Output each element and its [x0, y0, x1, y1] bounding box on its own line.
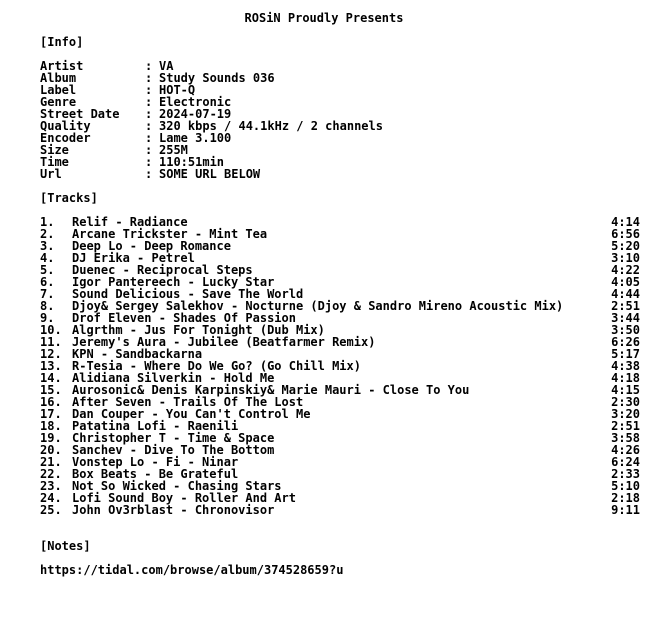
track-number: 10.	[40, 323, 62, 337]
info-row	[40, 84, 640, 96]
track-list	[40, 216, 640, 516]
track-row	[40, 504, 640, 516]
track-number: 1.	[40, 215, 55, 229]
track-duration: 6:26	[611, 335, 640, 349]
info-key: Quality	[40, 119, 91, 133]
track-title: Djoy& Sergey Salekhov - Nocturne (Djoy & Sandro Mireno Acoustic Mix)	[72, 299, 564, 313]
info-value: Lame 3.100	[159, 131, 232, 145]
track-number: 7.	[40, 287, 55, 301]
track-title: Alidiana Silverkin - Hold Me	[72, 371, 275, 385]
track-title: John Ov3rblast - Chronovisor	[72, 503, 275, 517]
track-number: 4.	[40, 251, 55, 265]
track-number: 8.	[40, 299, 55, 313]
track-number: 2.	[40, 227, 55, 241]
info-value: Study Sounds 036	[159, 71, 275, 85]
track-title: Vonstep Lo - Fi - Ninar	[72, 455, 239, 469]
info-key: Genre	[40, 95, 77, 109]
track-duration: 3:44	[611, 311, 640, 325]
track-number: 6.	[40, 275, 55, 289]
track-number: 20.	[40, 443, 62, 457]
track-duration: 4:18	[611, 371, 640, 385]
track-number: 12.	[40, 347, 62, 361]
info-list	[40, 60, 640, 180]
track-duration: 2:51	[611, 419, 640, 433]
track-number: 19.	[40, 431, 62, 445]
track-title: Box Beats - Be Grateful	[72, 467, 239, 481]
info-key: Street Date	[40, 107, 120, 121]
info-row	[40, 96, 640, 108]
info-separator: :	[145, 59, 153, 73]
track-duration: 3:58	[611, 431, 640, 445]
track-duration: 9:11	[611, 503, 640, 517]
info-key: Size	[40, 143, 69, 157]
track-title: Relif - Radiance	[72, 215, 188, 229]
info-separator: :	[145, 119, 153, 133]
track-number: 25.	[40, 503, 62, 517]
track-title: Dan Couper - You Can't Control Me	[72, 407, 311, 421]
track-title: Duenec - Reciprocal Steps	[72, 263, 253, 277]
track-duration: 4:44	[611, 287, 640, 301]
track-duration: 4:14	[611, 215, 640, 229]
info-row	[40, 60, 640, 72]
info-separator: :	[145, 83, 153, 97]
info-separator: :	[145, 107, 153, 121]
track-title: Patatina Lofi - Raenili	[72, 419, 239, 433]
info-value: VA	[159, 59, 174, 73]
info-key: Artist	[40, 59, 84, 73]
track-duration: 2:51	[611, 299, 640, 313]
track-number: 11.	[40, 335, 62, 349]
track-duration: 4:05	[611, 275, 640, 289]
track-duration: 2:18	[611, 491, 640, 505]
info-value: 110:51min	[159, 155, 225, 169]
track-number: 22.	[40, 467, 62, 481]
track-title: Sanchev - Dive To The Bottom	[72, 443, 275, 457]
track-title: Not So Wicked - Chasing Stars	[72, 479, 282, 493]
track-number: 13.	[40, 359, 62, 373]
track-title: Aurosonic& Denis Karpinskiy& Marie Mauri - Close To You	[72, 383, 470, 397]
info-key: Url	[40, 167, 62, 181]
info-section-title: [Info]	[40, 35, 84, 49]
track-duration: 3:20	[611, 407, 640, 421]
track-title: Arcane Trickster - Mint Tea	[72, 227, 268, 241]
track-number: 21.	[40, 455, 62, 469]
page-title: ROSiN Proudly Presents	[244, 11, 404, 25]
info-separator: :	[145, 131, 153, 145]
info-separator: :	[145, 167, 153, 181]
track-number: 16.	[40, 395, 62, 409]
notes-url: https://tidal.com/browse/album/374528659?u	[40, 563, 344, 577]
info-separator: :	[145, 143, 153, 157]
track-duration: 2:33	[611, 467, 640, 481]
track-number: 17.	[40, 407, 62, 421]
info-separator: :	[145, 95, 153, 109]
track-number: 24.	[40, 491, 62, 505]
track-duration: 5:10	[611, 479, 640, 493]
track-title: Jeremy's Aura - Jubilee (Beatfarmer Remix)	[72, 335, 376, 349]
track-title: Christopher T - Time & Space	[72, 431, 275, 445]
track-duration: 4:38	[611, 359, 640, 373]
info-key: Time	[40, 155, 69, 169]
track-number: 14.	[40, 371, 62, 385]
track-duration: 4:26	[611, 443, 640, 457]
track-title: Drof Eleven - Shades Of Passion	[72, 311, 296, 325]
track-duration: 5:17	[611, 347, 640, 361]
info-key: Album	[40, 71, 77, 85]
info-value: 320 kbps / 44.1kHz / 2 channels	[159, 119, 383, 133]
track-number: 3.	[40, 239, 55, 253]
track-title: Sound Delicious - Save The World	[72, 287, 304, 301]
track-title: After Seven - Trails Of The Lost	[72, 395, 304, 409]
track-number: 5.	[40, 263, 55, 277]
track-duration: 5:20	[611, 239, 640, 253]
info-row	[40, 144, 640, 156]
info-row	[40, 156, 640, 168]
info-separator: :	[145, 71, 153, 85]
track-number: 9.	[40, 311, 55, 325]
track-duration: 6:24	[611, 455, 640, 469]
track-duration: 2:30	[611, 395, 640, 409]
track-duration: 3:10	[611, 251, 640, 265]
info-key: Label	[40, 83, 77, 97]
nfo-document	[40, 12, 640, 576]
track-title: Deep Lo - Deep Romance	[72, 239, 231, 253]
tracks-section-title: [Tracks]	[40, 191, 98, 205]
track-title: Lofi Sound Boy - Roller And Art	[72, 491, 296, 505]
info-row	[40, 120, 640, 132]
track-duration: 6:56	[611, 227, 640, 241]
info-value: SOME URL BELOW	[159, 167, 261, 181]
info-row	[40, 168, 640, 180]
track-title: DJ Erika - Petrel	[72, 251, 195, 265]
info-value: HOT-Q	[159, 83, 196, 97]
info-row	[40, 132, 640, 144]
track-number: 23.	[40, 479, 62, 493]
track-duration: 4:15	[611, 383, 640, 397]
info-value: 255M	[159, 143, 188, 157]
info-value: 2024-07-19	[159, 107, 232, 121]
track-duration: 3:50	[611, 323, 640, 337]
track-number: 18.	[40, 419, 62, 433]
track-number: 15.	[40, 383, 62, 397]
track-title: KPN - Sandbackarna	[72, 347, 203, 361]
info-key: Encoder	[40, 131, 91, 145]
track-title: Algrthm - Jus For Tonight (Dub Mix)	[72, 323, 325, 337]
info-row	[40, 72, 640, 84]
track-duration: 4:22	[611, 263, 640, 277]
track-title: Igor Pantereech - Lucky Star	[72, 275, 275, 289]
info-value: Electronic	[159, 95, 232, 109]
notes-section-title: [Notes]	[40, 539, 91, 553]
info-separator: :	[145, 155, 153, 169]
track-title: R-Tesia - Where Do We Go? (Go Chill Mix)	[72, 359, 361, 373]
